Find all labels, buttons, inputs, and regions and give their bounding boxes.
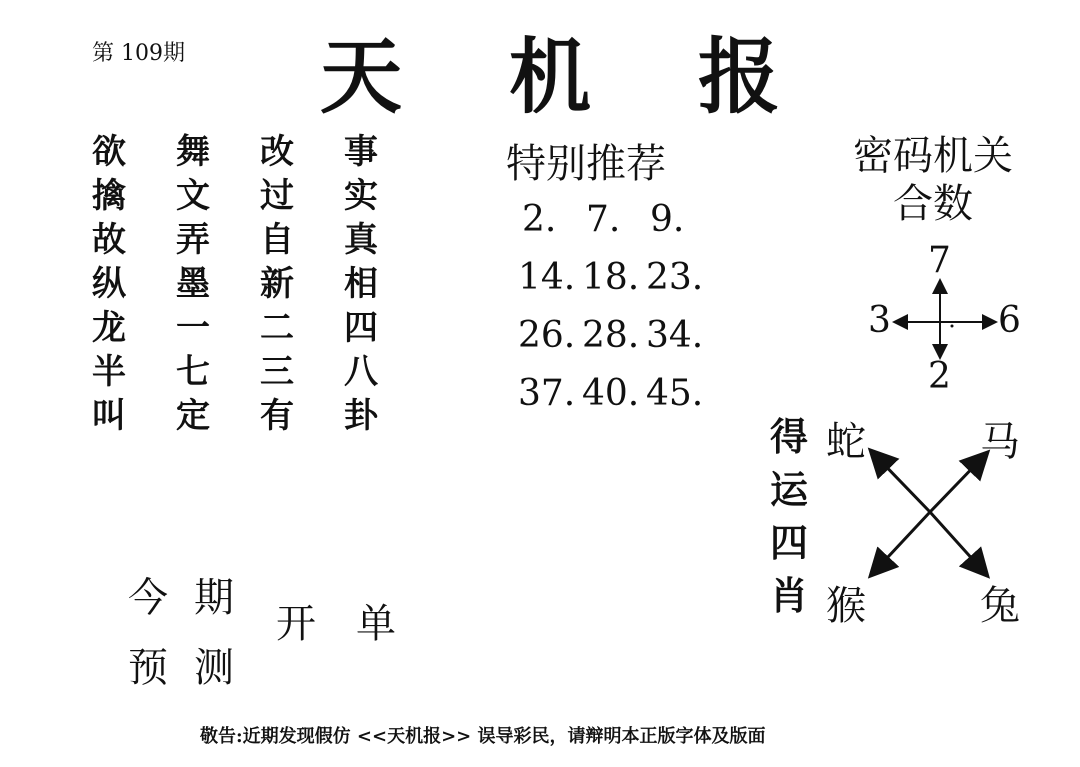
poem-char: 三 xyxy=(260,352,294,392)
code-title: 密码机关 xyxy=(853,133,1013,179)
poem-char: 定 xyxy=(176,396,210,436)
lucky-title-char: 四 xyxy=(770,520,809,565)
poem-char: 二 xyxy=(260,308,294,348)
poem-char: 龙 xyxy=(92,308,126,348)
zodiac-bottom-left: 猴 xyxy=(826,583,866,629)
zodiac-arrows xyxy=(770,410,1070,630)
poem-char: 文 xyxy=(176,176,210,216)
prediction-label-2: 预测 xyxy=(128,645,260,691)
prediction-label-1: 今期 xyxy=(128,575,260,621)
number: 26. xyxy=(518,315,576,356)
number-row xyxy=(506,311,716,369)
poem-char: 有 xyxy=(260,396,294,436)
number: 23. xyxy=(646,257,704,298)
title-char: 天 xyxy=(320,29,403,125)
footer-notice: 敬告:近期发现假仿 <<天机报>> 误导彩民，请辩明本正版字体及版面 xyxy=(200,726,766,747)
prediction-value: 开单 xyxy=(276,601,436,647)
lucky-title-char: 肖 xyxy=(770,573,809,618)
poem-char: 过 xyxy=(260,176,294,216)
poem-char: 舞 xyxy=(176,132,210,172)
poem-char: 七 xyxy=(176,352,210,392)
cross-left: 3 xyxy=(868,300,891,341)
poem-char: 故 xyxy=(92,220,126,260)
poem-char: 擒 xyxy=(92,176,126,216)
title-char: 机 xyxy=(508,29,591,125)
cross-right: 6 xyxy=(998,300,1021,341)
code-subtitle: 合数 xyxy=(893,181,973,227)
poem-char: 真 xyxy=(344,220,378,260)
lucky-title-char: 运 xyxy=(770,467,809,512)
poem-grid xyxy=(92,134,428,434)
number: 18. xyxy=(582,257,640,298)
number: 9. xyxy=(650,199,685,240)
poem-char: 改 xyxy=(260,132,294,172)
poem-char: 墨 xyxy=(176,264,210,304)
special-title: 特别推荐 xyxy=(506,141,666,187)
poem-char: 叫 xyxy=(92,396,126,436)
number-row xyxy=(506,369,716,427)
zodiac-top-left: 蛇 xyxy=(826,419,866,465)
poem-char: 一 xyxy=(176,308,210,348)
number: 14. xyxy=(518,257,576,298)
number: 40. xyxy=(582,373,640,414)
poem-char: 实 xyxy=(344,176,378,216)
poem-char: 卦 xyxy=(344,396,378,436)
number-row xyxy=(506,253,716,311)
zodiac-top-right: 马 xyxy=(980,419,1020,465)
title-char: 报 xyxy=(697,29,780,125)
cross-top: 7 xyxy=(928,240,951,281)
special-numbers xyxy=(506,195,716,427)
number: 34. xyxy=(646,315,704,356)
code-section xyxy=(848,132,1018,228)
poem-char: 新 xyxy=(260,264,294,304)
poem-char: 纵 xyxy=(92,264,126,304)
poem-char: 欲 xyxy=(92,132,126,172)
poem-char: 弄 xyxy=(176,220,210,260)
special-recommendation xyxy=(506,132,716,427)
poem-char: 半 xyxy=(92,352,126,392)
number-cross xyxy=(860,240,1030,400)
number: 37. xyxy=(518,373,576,414)
poem-char: 四 xyxy=(344,308,378,348)
cross-bottom: 2 xyxy=(928,356,951,397)
number-row xyxy=(506,195,716,253)
poem-char: 自 xyxy=(260,220,294,260)
issue-number: 第 109期 xyxy=(92,41,185,66)
zodiac-bottom-right: 兔 xyxy=(980,583,1020,629)
number: 45. xyxy=(646,373,704,414)
poem-char: 八 xyxy=(344,352,378,392)
newspaper-title xyxy=(320,12,780,129)
poem-char: 事 xyxy=(344,132,378,172)
lucky-zodiac xyxy=(770,410,1070,630)
number: 28. xyxy=(582,315,640,356)
lucky-title-char: 得 xyxy=(770,414,809,459)
number: 7. xyxy=(586,199,621,240)
number: 2. xyxy=(522,199,557,240)
poem-char: 相 xyxy=(344,264,378,304)
